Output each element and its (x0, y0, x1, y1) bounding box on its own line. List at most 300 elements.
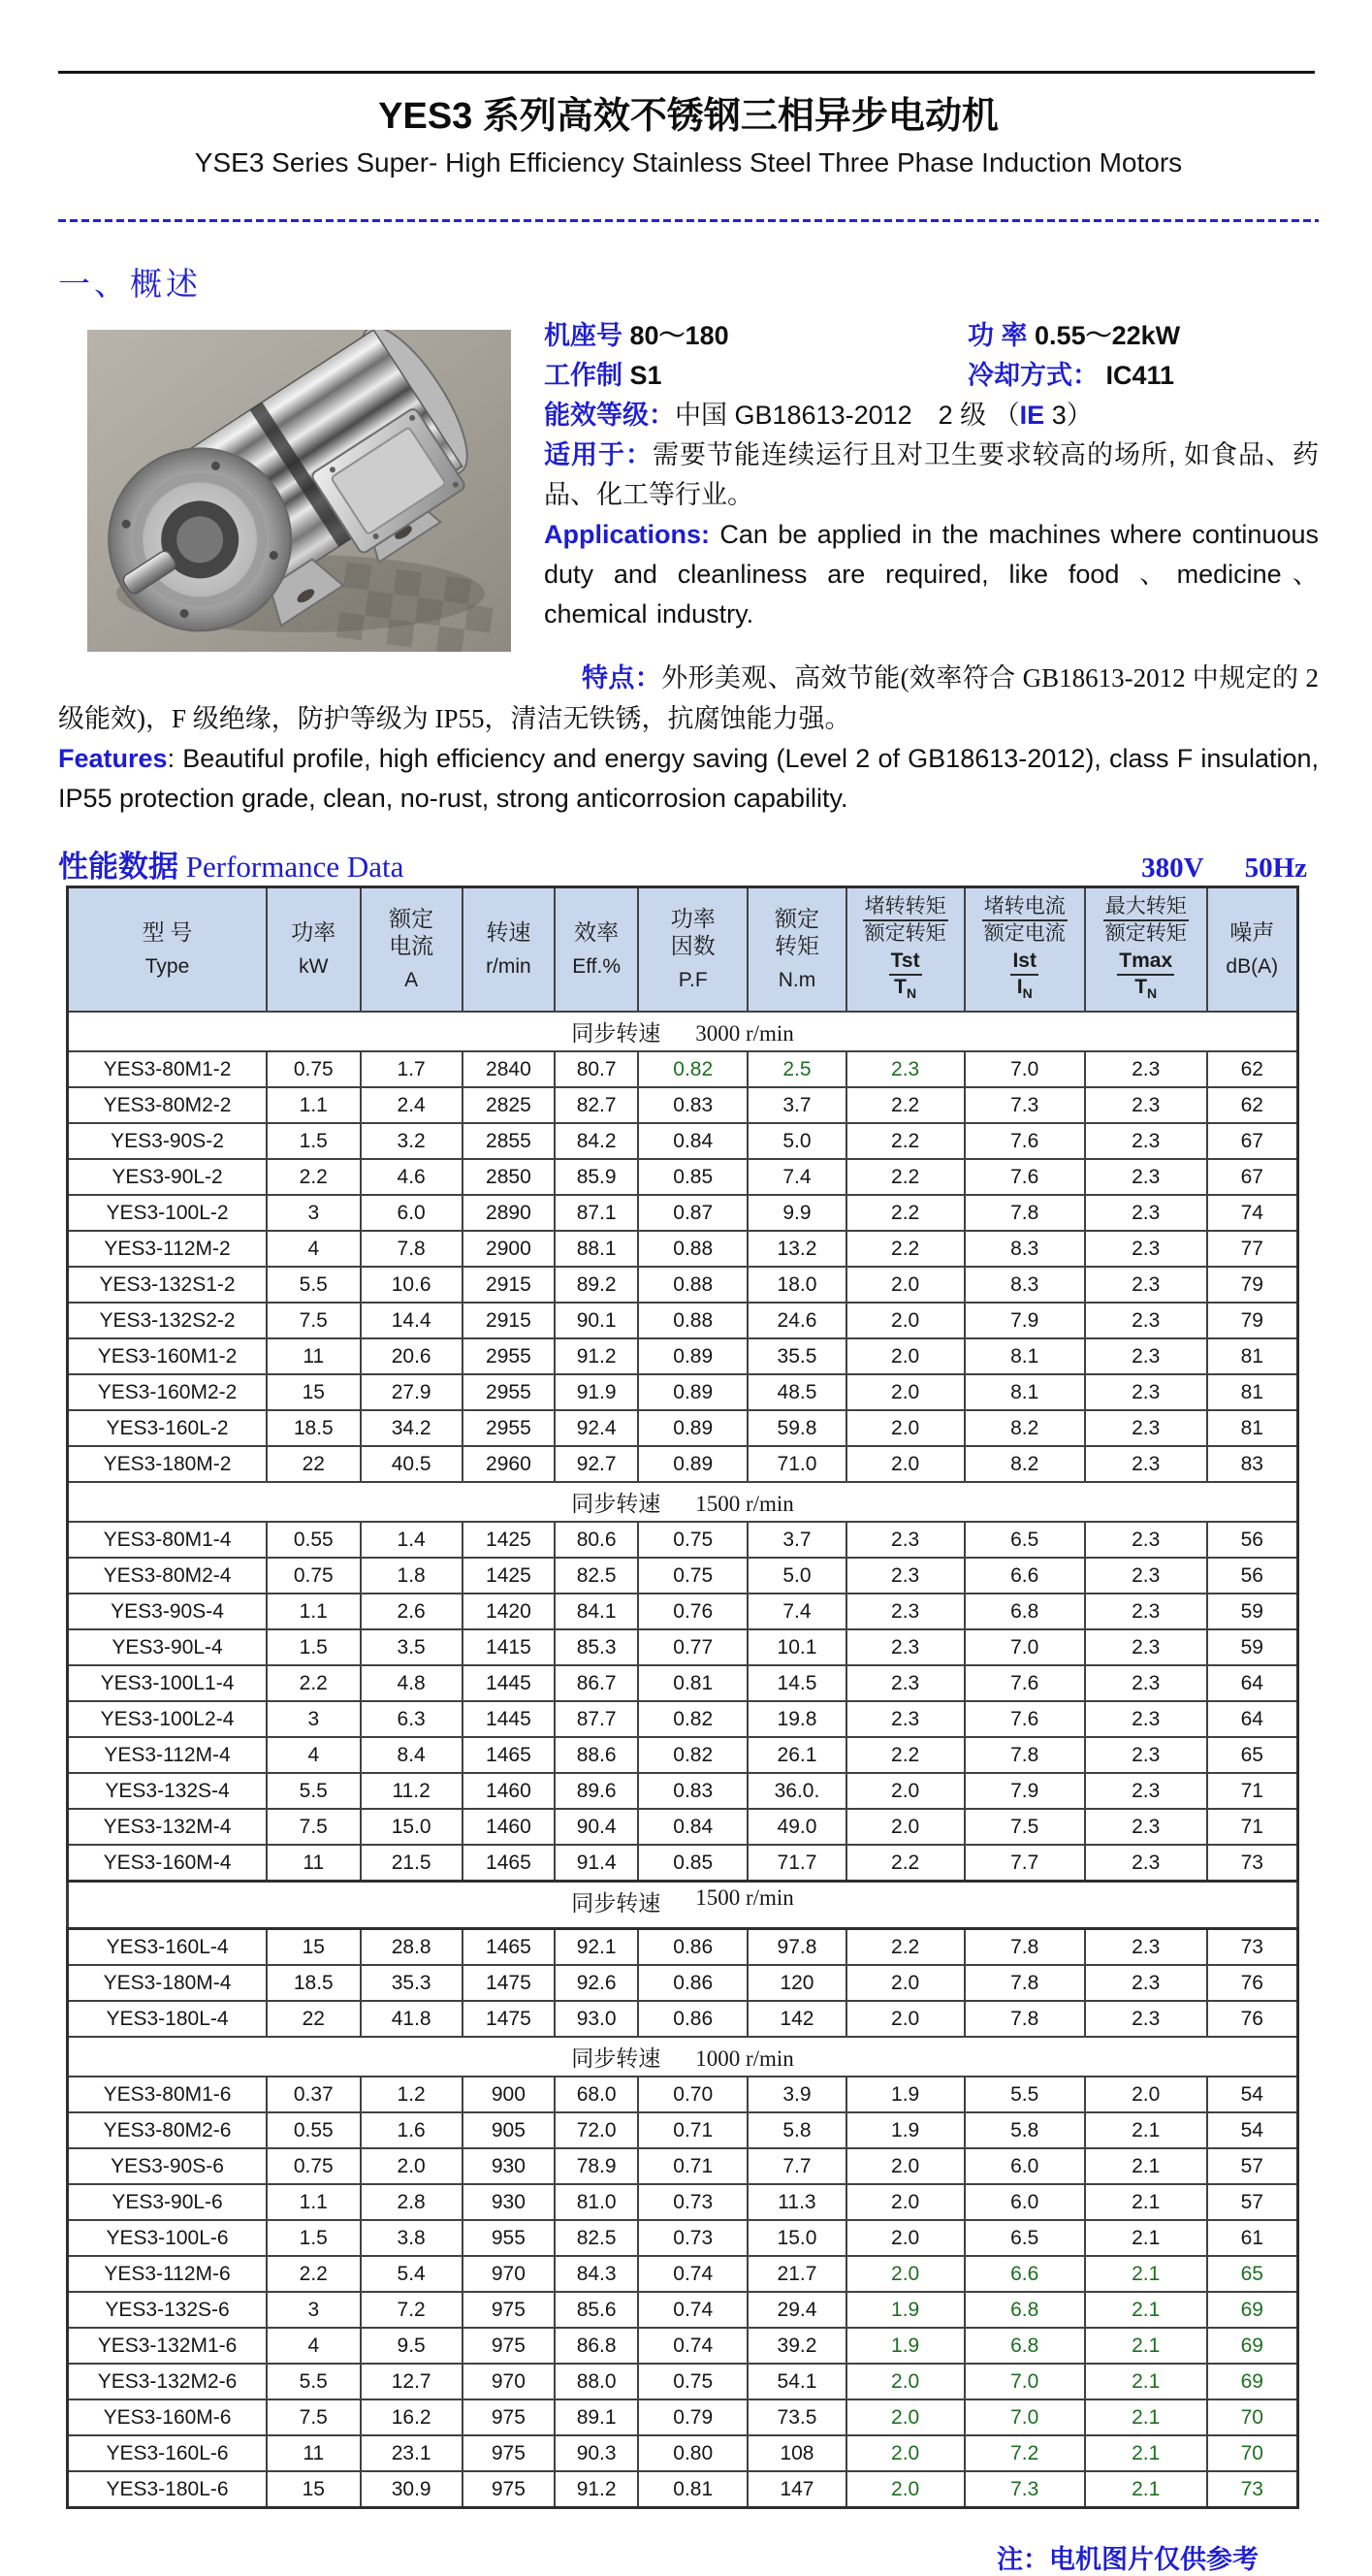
cell-value: 8.4 (361, 1737, 463, 1773)
cell-value: 970 (463, 2256, 555, 2292)
cell-value: 5.4 (361, 2256, 463, 2292)
cell-value: 2.3 (846, 1594, 965, 1629)
col-header-10: 噪声 dB(A) (1207, 887, 1298, 1013)
cell-value: 1.2 (361, 2077, 463, 2112)
frequency-value: 50Hz (1244, 853, 1307, 884)
cell-value: 975 (463, 2328, 555, 2364)
cell-value: 8.3 (965, 1231, 1085, 1267)
cell-model: YES3-80M1-6 (68, 2077, 268, 2112)
cell-value: 0.82 (638, 1701, 748, 1737)
cell-value: 2.3 (1085, 1845, 1207, 1882)
cell-value: 74 (1207, 1195, 1298, 1231)
table-row (68, 1159, 1298, 1195)
cell-value: 2.0 (361, 2148, 463, 2184)
cell-model: YES3-160L-4 (68, 1929, 268, 1966)
cell-value: 49.0 (748, 1809, 846, 1845)
cell-value: 28.8 (361, 1929, 463, 1966)
cell-value: 7.5 (965, 1809, 1085, 1845)
cell-model: YES3-90L-2 (68, 1159, 268, 1195)
table-row (68, 1338, 1298, 1374)
cell-value: 6.8 (965, 2292, 1085, 2328)
cell-value: 930 (463, 2148, 555, 2184)
cell-value: 5.0 (748, 1123, 846, 1159)
features-cn-label: 特点： (582, 663, 662, 692)
cell-value: 27.9 (361, 1374, 463, 1410)
cell-value: 2.3 (846, 1665, 965, 1701)
cell-value: 0.37 (267, 2077, 360, 2112)
cell-value: 87.1 (555, 1195, 638, 1231)
cell-value: 2.1 (1085, 2364, 1207, 2399)
cell-value: 3.8 (361, 2220, 463, 2256)
power-label: 功 率 (968, 321, 1028, 350)
cell-value: 81 (1207, 1410, 1298, 1446)
suitable-paragraph (544, 435, 1319, 515)
dashed-separator (58, 219, 1319, 222)
cell-value: 2.2 (846, 1087, 965, 1123)
cell-value: 2.1 (1085, 2292, 1207, 2328)
cell-value: 2825 (463, 1087, 555, 1123)
cell-value: 1420 (463, 1594, 555, 1629)
cell-value: 2.2 (846, 1159, 965, 1195)
cell-value: 19.8 (748, 1701, 846, 1737)
cell-value: 87.7 (555, 1701, 638, 1737)
cell-value: 2.3 (1085, 1965, 1207, 2001)
cell-value: 0.85 (638, 1845, 748, 1882)
cell-value: 5.5 (267, 1773, 360, 1809)
cell-value: 5.8 (748, 2112, 846, 2148)
cell-value: 80.7 (555, 1051, 638, 1087)
cell-value: 975 (463, 2292, 555, 2328)
cell-value: 7.8 (965, 2001, 1085, 2037)
cell-value: 71.0 (748, 1446, 846, 1482)
cell-value: 7.8 (965, 1195, 1085, 1231)
table-row (68, 2184, 1298, 2220)
cell-value: 3.5 (361, 1629, 463, 1665)
cooling-label: 冷却方式： (968, 361, 1099, 390)
cell-value: 2.2 (267, 1159, 360, 1195)
cell-value: 82.5 (555, 1558, 638, 1594)
cell-model: YES3-132M2-6 (68, 2364, 268, 2399)
cell-value: 22 (267, 1446, 360, 1482)
cell-model: YES3-180M-4 (68, 1965, 268, 2001)
cell-value: 6.5 (965, 2220, 1085, 2256)
cell-value: 0.86 (638, 1929, 748, 1966)
features-cn-paragraph (58, 658, 1319, 739)
cell-value: 79 (1207, 1267, 1298, 1303)
duty-label: 工作制 (544, 361, 622, 390)
cell-value: 0.71 (638, 2112, 748, 2148)
cell-value: 71 (1207, 1809, 1298, 1845)
cell-value: 13.2 (748, 1231, 846, 1267)
cell-model: YES3-90S-6 (68, 2148, 268, 2184)
cell-value: 69 (1207, 2328, 1298, 2364)
table-header-row (68, 887, 1298, 1013)
cell-value: 91.9 (555, 1374, 638, 1410)
spec-line-frame-power (544, 316, 1319, 356)
section-heading-overview: 一、概述 (58, 268, 202, 303)
cell-value: 2.3 (1085, 1809, 1207, 1845)
table-row (68, 1737, 1298, 1773)
cell-value: 48.5 (748, 1374, 846, 1410)
cell-value: 2.3 (846, 1558, 965, 1594)
cell-value: 6.6 (965, 2256, 1085, 2292)
table-row (68, 2328, 1298, 2364)
cell-value: 2.2 (846, 1737, 965, 1773)
cell-value: 0.86 (638, 1965, 748, 2001)
cell-value: 91.2 (555, 1338, 638, 1374)
cell-value: 69 (1207, 2292, 1298, 2328)
cell-value: 120 (748, 1965, 846, 2001)
cell-value: 0.70 (638, 2077, 748, 2112)
cell-model: YES3-132S2-2 (68, 1303, 268, 1338)
cell-model: YES3-132M1-6 (68, 2328, 268, 2364)
cell-value: 1.8 (361, 1558, 463, 1594)
cell-value: 1460 (463, 1809, 555, 1845)
cell-value: 2.0 (846, 1267, 965, 1303)
cell-value: 64 (1207, 1701, 1298, 1737)
cell-value: 0.77 (638, 1629, 748, 1665)
features-en-text: : Beautiful profile, high efficiency and energy saving (Level 2 of GB18613-2012), class F insulation, IP55 protection grade, clean, no-rust, strong anticorrosion capability. (58, 744, 1319, 813)
datasheet-page (0, 71, 1372, 2575)
cell-value: 2.0 (846, 2364, 965, 2399)
cell-model: YES3-80M1-2 (68, 1051, 268, 1087)
power-value: 0.55～22kW (1035, 321, 1181, 350)
cell-model: YES3-180L-6 (68, 2471, 268, 2508)
cell-value: 72.0 (555, 2112, 638, 2148)
cell-value: 2.3 (846, 1629, 965, 1665)
cell-value: 15.0 (361, 1809, 463, 1845)
cell-value: 2.2 (846, 1929, 965, 1966)
cell-value: 1465 (463, 1737, 555, 1773)
cell-value: 6.3 (361, 1701, 463, 1737)
cell-value: 8.3 (965, 1267, 1085, 1303)
cell-value: 2.3 (1085, 1410, 1207, 1446)
cell-value: 7.5 (267, 2399, 360, 2435)
cell-value: 0.76 (638, 1594, 748, 1629)
cell-value: 14.5 (748, 1665, 846, 1701)
cell-value: 0.81 (638, 1665, 748, 1701)
cell-value: 73 (1207, 1929, 1298, 1966)
cell-value: 4.6 (361, 1159, 463, 1195)
cell-value: 90.4 (555, 1809, 638, 1845)
cell-value: 2.0 (846, 1446, 965, 1482)
cell-model: YES3-80M1-4 (68, 1522, 268, 1558)
cell-value: 29.4 (748, 2292, 846, 2328)
performance-table-upper (66, 886, 1299, 1883)
cell-value: 56 (1207, 1522, 1298, 1558)
cell-value: 7.4 (748, 1159, 846, 1195)
cell-value: 54 (1207, 2077, 1298, 2112)
cell-value: 975 (463, 2435, 555, 2471)
cell-value: 2.5 (748, 1051, 846, 1087)
cell-value: 2.1 (1085, 2112, 1207, 2148)
cell-value: 83 (1207, 1446, 1298, 1482)
cell-value: 0.82 (638, 1737, 748, 1773)
cell-value: 2.6 (361, 1594, 463, 1629)
cell-value: 78.9 (555, 2148, 638, 2184)
cell-value: 11.2 (361, 1773, 463, 1809)
cell-value: 91.4 (555, 1845, 638, 1882)
cell-value: 76 (1207, 2001, 1298, 2037)
cell-value: 2.0 (846, 2001, 965, 2037)
cell-value: 7.3 (965, 2471, 1085, 2508)
cell-value: 11 (267, 1845, 360, 1882)
cell-value: 82.5 (555, 2220, 638, 2256)
cell-value: 92.7 (555, 1446, 638, 1482)
cell-value: 15.0 (748, 2220, 846, 2256)
cell-value: 2.3 (1085, 1159, 1207, 1195)
table-row (68, 2471, 1298, 2508)
table-row (68, 2001, 1298, 2037)
cell-value: 67 (1207, 1159, 1298, 1195)
cell-value: 21.5 (361, 1845, 463, 1882)
cell-value: 2.4 (361, 1087, 463, 1123)
cell-value: 2.8 (361, 2184, 463, 2220)
cell-value: 2.3 (1085, 1629, 1207, 1665)
cell-value: 2.0 (846, 2184, 965, 2220)
cell-value: 2.3 (846, 1701, 965, 1737)
cell-value: 3.2 (361, 1123, 463, 1159)
cell-model: YES3-112M-2 (68, 1231, 268, 1267)
cell-value: 6.8 (965, 2328, 1085, 2364)
cell-value: 57 (1207, 2148, 1298, 2184)
cell-value: 0.89 (638, 1374, 748, 1410)
cell-value: 1.4 (361, 1522, 463, 1558)
cell-model: YES3-100L2-4 (68, 1701, 268, 1737)
table-row (68, 1374, 1298, 1410)
performance-heading (58, 842, 1319, 886)
frame-size-label: 机座号 (544, 321, 622, 350)
page-title: YES3 系列高效不锈钢三相异步电动机 (378, 96, 999, 137)
cell-value: 68.0 (555, 2077, 638, 2112)
cell-value: 2.1 (1085, 2399, 1207, 2435)
cell-value: 108 (748, 2435, 846, 2471)
cell-value: 92.6 (555, 1965, 638, 2001)
cell-value: 86.8 (555, 2328, 638, 2364)
group-row (68, 2037, 1298, 2077)
cell-value: 3.7 (748, 1087, 846, 1123)
cell-model: YES3-90S-2 (68, 1123, 268, 1159)
cell-value: 0.89 (638, 1410, 748, 1446)
cell-value: 7.7 (748, 2148, 846, 2184)
cell-value: 7.5 (267, 1303, 360, 1338)
cell-value: 92.4 (555, 1410, 638, 1446)
cell-value: 2.0 (846, 2471, 965, 2508)
cell-value: 2.2 (846, 1195, 965, 1231)
cell-value: 0.79 (638, 2399, 748, 2435)
cell-value: 2.3 (1085, 1051, 1207, 1087)
cell-value: 92.1 (555, 1929, 638, 1966)
col-header-7: 堵转转矩 额定转矩 Tst $T_N$ (846, 887, 965, 1013)
cell-value: 5.5 (267, 2364, 360, 2399)
table-row (68, 1965, 1298, 2001)
cell-value: 7.6 (965, 1665, 1085, 1701)
cell-value: 3 (267, 1195, 360, 1231)
cell-value: 0.85 (638, 1159, 748, 1195)
cell-value: 59 (1207, 1594, 1298, 1629)
cell-value: 1.9 (846, 2077, 965, 2112)
cell-value: 7.7 (965, 1845, 1085, 1882)
cell-value: 81 (1207, 1374, 1298, 1410)
cell-value: 2855 (463, 1123, 555, 1159)
cell-value: 85.6 (555, 2292, 638, 2328)
cell-value: 1.6 (361, 2112, 463, 2148)
cell-value: 81.0 (555, 2184, 638, 2220)
cell-value: 0.88 (638, 1303, 748, 1338)
cooling-value: IC411 (1105, 361, 1175, 390)
cell-value: 2.3 (1085, 1737, 1207, 1773)
cell-value: 3 (267, 2292, 360, 2328)
cell-value: 0.75 (638, 1522, 748, 1558)
cell-value: 2.2 (267, 1665, 360, 1701)
cell-value: 7.0 (965, 2399, 1085, 2435)
table-row (68, 1267, 1298, 1303)
cell-value: 4.8 (361, 1665, 463, 1701)
table-row (68, 1809, 1298, 1845)
cell-value: 2.0 (846, 1338, 965, 1374)
group-row (68, 1012, 1298, 1051)
cell-value: 2.1 (1085, 2256, 1207, 2292)
cell-value: 7.6 (965, 1159, 1085, 1195)
cell-value: 2955 (463, 1410, 555, 1446)
suitable-label: 适用于： (544, 440, 653, 469)
cell-value: 1.1 (267, 2184, 360, 2220)
cell-model: YES3-132S-4 (68, 1773, 268, 1809)
cell-value: 2.2 (846, 1845, 965, 1882)
cell-value: 0.75 (267, 1558, 360, 1594)
cell-value: 6.0 (965, 2148, 1085, 2184)
cell-value: 0.89 (638, 1446, 748, 1482)
cell-value: 3 (267, 1701, 360, 1737)
cell-value: 7.2 (361, 2292, 463, 2328)
cell-value: 40.5 (361, 1446, 463, 1482)
cell-value: 2.3 (1085, 1231, 1207, 1267)
cell-value: 12.7 (361, 2364, 463, 2399)
cell-value: 0.83 (638, 1087, 748, 1123)
cell-value: 6.0 (361, 1195, 463, 1231)
cell-value: 3.7 (748, 1522, 846, 1558)
table-row (68, 1410, 1298, 1446)
cell-value: 2.3 (846, 1051, 965, 1087)
cell-value: 8.1 (965, 1338, 1085, 1374)
cell-value: 2960 (463, 1446, 555, 1482)
cell-value: 84.2 (555, 1123, 638, 1159)
cell-value: 81 (1207, 1338, 1298, 1374)
table-row (68, 2148, 1298, 2184)
cell-model: YES3-132S-6 (68, 2292, 268, 2328)
cell-value: 2.0 (846, 1809, 965, 1845)
cell-value: 7.9 (965, 1773, 1085, 1809)
table-row (68, 1701, 1298, 1737)
cell-value: 35.3 (361, 1965, 463, 2001)
cell-value: 2840 (463, 1051, 555, 1087)
cell-value: 4 (267, 2328, 360, 2364)
cell-value: 23.1 (361, 2435, 463, 2471)
cell-value: 0.86 (638, 2001, 748, 2037)
cell-value: 2.3 (1085, 1522, 1207, 1558)
cell-value: 84.3 (555, 2256, 638, 2292)
cell-value: 1.5 (267, 2220, 360, 2256)
col-header-1: 功率 kW (267, 887, 360, 1013)
table-row (68, 1558, 1298, 1594)
group-row-label: 同步转速 1000 r/min (68, 2037, 1298, 2077)
cell-value: 84.1 (555, 1594, 638, 1629)
cell-value: 6.8 (965, 1594, 1085, 1629)
table-row (68, 2112, 1298, 2148)
cell-value: 39.2 (748, 2328, 846, 2364)
cell-model: YES3-100L1-4 (68, 1665, 268, 1701)
cell-value: 30.9 (361, 2471, 463, 2508)
cell-value: 65 (1207, 2256, 1298, 2292)
cell-value: 2.3 (1085, 1303, 1207, 1338)
cell-value: 1.5 (267, 1123, 360, 1159)
cell-value: 15 (267, 1929, 360, 1966)
cell-value: 18.5 (267, 1410, 360, 1446)
cell-value: 147 (748, 2471, 846, 2508)
cell-value: 7.8 (965, 1929, 1085, 1966)
cell-value: 900 (463, 2077, 555, 2112)
spec-block (544, 316, 1319, 658)
cell-value: 2.0 (846, 1374, 965, 1410)
cell-model: YES3-80M2-2 (68, 1087, 268, 1123)
features-en-paragraph (58, 739, 1319, 819)
performance-title (58, 842, 403, 886)
group-row-label: 同步转速 1500 r/min (68, 1482, 1298, 1522)
energy-class-value-pre: 中国 GB18613-2012 2 级 （ (675, 401, 1020, 430)
cell-value: 59.8 (748, 1410, 846, 1446)
break-band-speed: 1500 r/min (695, 1885, 794, 1911)
cell-value: 57 (1207, 2184, 1298, 2220)
cell-model: YES3-90L-6 (68, 2184, 268, 2220)
cell-value: 2.0 (846, 2435, 965, 2471)
cell-value: 2.1 (1085, 2471, 1207, 2508)
cell-value: 2.0 (846, 2399, 965, 2435)
cell-value: 2.1 (1085, 2328, 1207, 2364)
cell-value: 64 (1207, 1665, 1298, 1701)
cell-value: 2.3 (1085, 1446, 1207, 1482)
cell-value: 4 (267, 1231, 360, 1267)
cell-model: YES3-180M-2 (68, 1446, 268, 1482)
cell-value: 7.9 (965, 1303, 1085, 1338)
cell-value: 1.9 (846, 2328, 965, 2364)
cell-value: 76 (1207, 1965, 1298, 2001)
cell-value: 41.8 (361, 2001, 463, 2037)
applications-text: Can be applied in the machines where continuous duty and cleanliness are required, like food 、medicine、chemical industry. (544, 520, 1319, 628)
table-row (68, 2399, 1298, 2435)
cell-value: 7.5 (267, 1809, 360, 1845)
cell-value: 7.8 (965, 1737, 1085, 1773)
cell-value: 0.88 (638, 1267, 748, 1303)
cell-value: 21.7 (748, 2256, 846, 2292)
cell-value: 0.55 (267, 1522, 360, 1558)
cell-value: 54.1 (748, 2364, 846, 2399)
cell-model: YES3-90L-4 (68, 1629, 268, 1665)
page-subtitle: YSE3 Series Super- High Efficiency Stainless Steel Three Phase Induction Motors (194, 147, 1183, 177)
cell-value: 0.84 (638, 1123, 748, 1159)
cell-value: 2.2 (846, 1123, 965, 1159)
cell-value: 1.1 (267, 1594, 360, 1629)
cell-value: 0.83 (638, 1773, 748, 1809)
overview-section (58, 316, 1319, 819)
cell-model: YES3-132S1-2 (68, 1267, 268, 1303)
cell-value: 2890 (463, 1195, 555, 1231)
cell-value: 0.55 (267, 2112, 360, 2148)
cell-model: YES3-80M2-4 (68, 1558, 268, 1594)
cell-value: 2.0 (1085, 2077, 1207, 2112)
cell-value: 1465 (463, 1929, 555, 1966)
cell-value: 2.3 (1085, 1267, 1207, 1303)
cell-value: 7.6 (965, 1701, 1085, 1737)
